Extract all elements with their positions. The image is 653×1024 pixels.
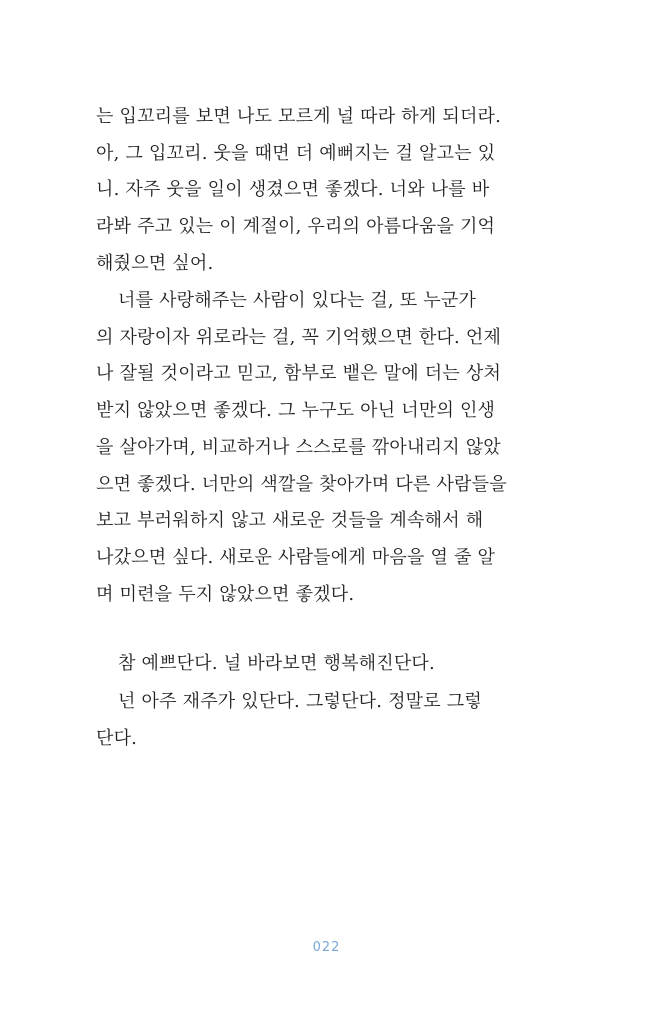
text-line: 는 입꼬리를 보면 나도 모르게 널 따라 하게 되더라. — [96, 106, 502, 127]
text-line: 참 예쁘단다. 널 바라보면 행복해진단다. — [118, 653, 435, 674]
text-line: 받지 않았으면 좋겠다. 그 누구도 아닌 너만의 인생 — [96, 400, 496, 421]
text-line: 나갔으면 싶다. 새로운 사람들에게 마음을 열 줄 알 — [96, 547, 496, 568]
text-line: 니. 자주 웃을 일이 생겼으면 좋겠다. 너와 나를 바 — [96, 179, 490, 200]
text-line: 단다. — [96, 728, 138, 749]
text-line: 아, 그 입꼬리. 웃을 때면 더 예뻐지는 걸 알고는 있 — [96, 143, 496, 164]
text-line: 을 살아가며, 비교하거나 스스로를 깎아내리지 않았 — [96, 437, 501, 458]
text-line: 의 자랑이자 위로라는 걸, 꼭 기억했으면 한다. 언제 — [96, 327, 502, 348]
text-line: 라봐 주고 있는 이 계절이, 우리의 아름다움을 기억 — [96, 216, 496, 237]
page-number: 022 — [312, 940, 341, 955]
text-line: 나 잘될 것이라고 믿고, 함부로 뱉은 말에 더는 상처 — [96, 363, 502, 384]
text-line: 으면 좋겠다. 너만의 색깔을 찾아가며 다른 사람들을 — [96, 474, 507, 495]
text-line: 넌 아주 재주가 있단다. 그렇단다. 정말로 그렇 — [118, 691, 482, 712]
text-line: 해줬으면 싶어. — [96, 253, 214, 274]
text-line: 며 미련을 두지 않았으면 좋겠다. — [96, 584, 355, 605]
text-line: 너를 사랑해주는 사람이 있다는 걸, 또 누군가 — [118, 290, 477, 311]
text-line: 보고 부러워하지 않고 새로운 것들을 계속해서 해 — [96, 510, 484, 531]
